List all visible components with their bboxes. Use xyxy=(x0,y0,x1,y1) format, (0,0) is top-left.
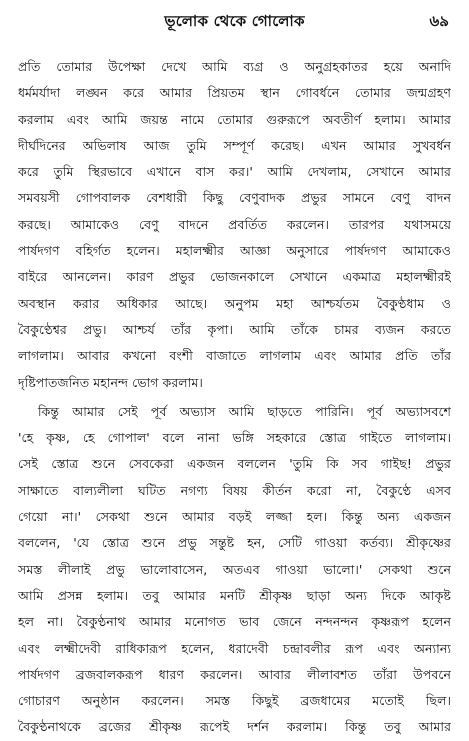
text-line: হল না। বৈকুণ্ঠনাথ আমার মনোগত ভাব জেনে নন্দনন্দন কৃষ্ণরূপ হলেন xyxy=(18,614,451,630)
text-line: করছে। আমাকেও বেণু বাদনে প্রবর্তিত করলেন। তারপর যথাসময়ে xyxy=(18,216,451,232)
text-line: গেয়ো না।' সেকথা শুনে আমার বড়ই লজ্জা হল। কিন্তু অন্য একজন xyxy=(18,509,451,525)
text-line: বললেন, 'যে স্তোত্র শুনে প্রভু সন্তুষ্ট হন, সেটি গাওয়া কর্তব্য। শ্রীকৃষ্ণের xyxy=(18,535,451,551)
text-line: সমবয়সী গোপবালক বেশধারী কিছু বেণুবাদক প্রভুর সামনে বেণু বাদন xyxy=(18,190,451,206)
text-line: আমি প্রসন্ন হলাম। তবু আমার মনটি শ্রীকৃষ্ণ ছাড়া অন্য দিকে আকৃষ্ট xyxy=(18,587,451,603)
text-line: করলাম এবং আমি জয়ন্ত নামে তোমার গুরুরূপে অবতীর্ণ হলাম। আমার xyxy=(18,111,451,127)
text-line: সমস্ত লীলাই প্রভু ভালোবাসেন, অতএব গাওয়া ভালো।' সেকথা শুনে xyxy=(18,561,451,577)
body-text xyxy=(18,54,451,741)
text-line: 'হে কৃষ্ণ, হে গোপাল' বলে নানা ভঙ্গি সহকারে স্তোত্র গাইতে লাগলাম। xyxy=(18,430,451,446)
text-line: দৃষ্টিপাতজনিত মহানন্দ ভোগ করলাম। xyxy=(18,374,203,390)
page-header xyxy=(0,10,469,34)
text-line: ধর্মমর্যাদা লঙ্ঘন করে আমার প্রিয়তম স্থান গোবর্ধনে তোমার জন্মগ্রহণ xyxy=(18,85,451,101)
text-line: দীর্ঘদিনের অভিলাষ আজ তুমি সম্পূর্ণ করেছ। এখন আমার সুখবর্ধন xyxy=(18,137,451,153)
text-line: গোচারণ অনুষ্ঠান করলেন। সমস্ত কিছুই ব্রজধামের মতোই ছিল। xyxy=(18,693,451,709)
paragraph-1 xyxy=(18,54,451,396)
text-line: বৈকুণ্ঠনাথকে ব্রজের শ্রীকৃষ্ণ রূপেই দর্শন করলাম। কিন্তু তবু আমার xyxy=(18,719,451,735)
text-line: অবস্থান করার অধিকার আছে। অনুপম মহা আশ্চর্যতম বৈকুণ্ঠধাম ও xyxy=(18,295,451,311)
paragraph-2 xyxy=(18,399,451,741)
text-line: সাক্ষাতে বাল্যলীলা ঘটিত নগণ্য বিষয় কীর্তন করো না, বৈকুণ্ঠে এসব xyxy=(18,482,451,498)
text-line: পার্ষদগণ বহির্গত হলেন। মহালক্ষ্মীর আজ্ঞা অনুসারে পার্ষদগণ আমাকেও xyxy=(18,243,451,259)
page-number: ৬৯ xyxy=(429,12,449,30)
text-line: বাইরে আনলেন। কারণ প্রভুর ভোজনকালে সেখানে একমাত্র মহালক্ষ্মীরই xyxy=(18,269,451,285)
text-line: প্রতি তোমার উপেক্ষা দেখে আমি ব্যগ্র ও অনুগ্রহকাতর হয়ে অনাদি xyxy=(18,59,451,74)
text-line: সেই স্তোত্র শুনে সেবকেরা একজন বললেন 'তুমি কি সব গাইছ! প্রভুর xyxy=(18,456,451,472)
text-line: বৈকুণ্ঠেশ্বর প্রভু। আশ্চর্য তাঁর কৃপা। আমি তাঁকে চামর ব্যজন করতে xyxy=(18,321,451,337)
text-line: কিন্তু আমার সেই পূর্ব অভ্যাস আমি ছাড়তে পারিনি। পূর্ব অভ্যাসবশে xyxy=(38,403,451,419)
running-title: ভূলোক থেকে গোলোক xyxy=(164,12,305,30)
text-line: লাগলাম। আবার কখনো বংশী বাজাতে লাগলাম এবং আমার প্রতি তাঁর xyxy=(18,348,451,364)
text-line: পার্ষদগণ ব্রজবালকরূপ ধারণ করলেন। আবার লীলাবশত তাঁরা উপবনে xyxy=(18,666,451,682)
text-line: করে তুমি স্থিরভাবে এখানে বাস কর।' আমি দেখলাম, সেখানে আমার xyxy=(18,164,451,180)
text-line: এবং লক্ষ্মীদেবী রাধিকারূপ হলেন, ধরাদেবী চন্দ্রাবলীর রূপ এবং অন্যান্য xyxy=(18,640,451,656)
